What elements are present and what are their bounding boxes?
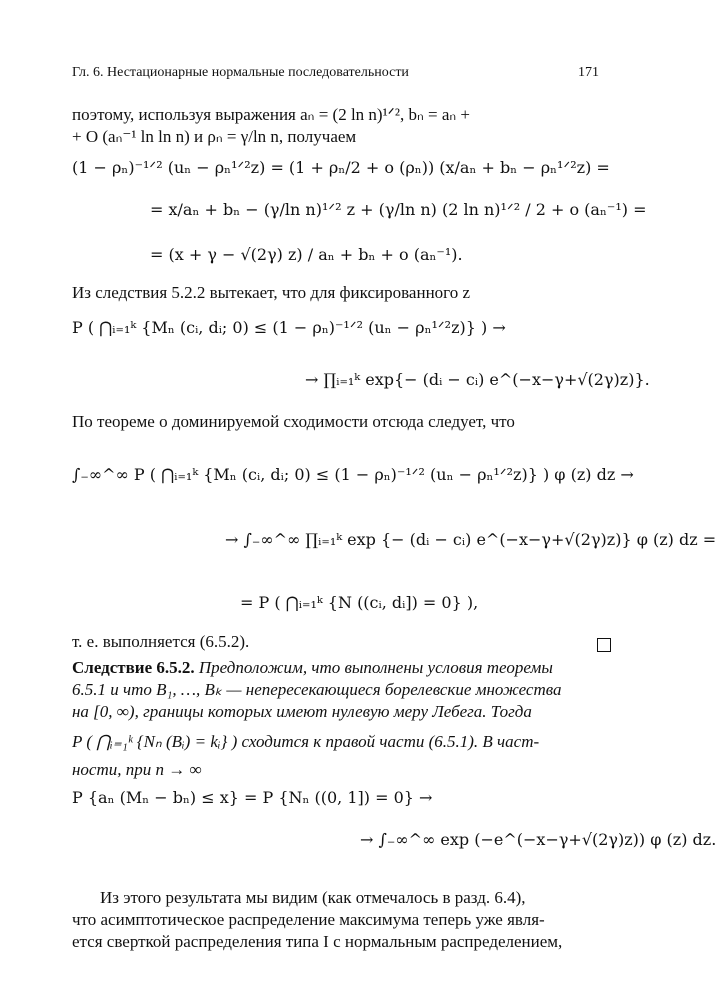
- equation: = (x + γ − √(2γ) z) / aₙ + bₙ + o (aₙ⁻¹).: [150, 245, 463, 264]
- running-header: Гл. 6. Нестационарные нормальные последовательности: [72, 65, 409, 80]
- corollary-label: Следствие 6.5.2.: [72, 658, 195, 677]
- equation: → ∫₋∞^∞ exp (−e^(−x−γ+√(2γ)z)) φ (z) dz.: [360, 830, 716, 849]
- text-line: что асимптотическое распределение максимума теперь уже явля-: [72, 910, 545, 929]
- corollary-text: на [0, ∞), границы которых имеют нулевую меру Лебега. Тогда: [72, 702, 532, 721]
- corollary-text: 6.5.1 и что B₁, …, Bₖ — непересекающиеся борелевские множества: [72, 680, 562, 699]
- qed-box-icon: [597, 638, 611, 652]
- text-line: + O (aₙ⁻¹ ln ln n) и ρₙ = γ/ln n, получаем: [72, 127, 357, 146]
- text-line: Из этого результата мы видим (как отмечалось в разд. 6.4),: [100, 888, 526, 907]
- text-line: Из следствия 5.2.2 вытекает, что для фиксированного z: [72, 283, 471, 302]
- corollary-line: [72, 658, 553, 678]
- equation: ∫₋∞^∞ P ( ⋂ᵢ₌₁ᵏ {Mₙ (cᵢ, dᵢ; 0) ≤ (1 − ρₙ)⁻¹ᐟ² (uₙ − ρₙ¹ᐟ²z)} ) φ (z) dz →: [72, 465, 634, 484]
- text-line: т. е. выполняется (6.5.2).: [72, 632, 250, 651]
- corollary-text: ности, при n → ∞: [72, 760, 202, 779]
- equation: = x/aₙ + bₙ − (γ/ln n)¹ᐟ² z + (γ/ln n) (2 ln n)¹ᐟ² / 2 + o (aₙ⁻¹) =: [150, 200, 647, 219]
- equation: P ( ⋂ᵢ₌₁ᵏ {Mₙ (cᵢ, dᵢ; 0) ≤ (1 − ρₙ)⁻¹ᐟ² (uₙ − ρₙ¹ᐟ²z)} ) →: [72, 318, 506, 337]
- corollary-text: Предположим, что выполнены условия теоремы: [198, 658, 553, 677]
- text-line: поэтому, используя выражения aₙ = (2 ln n)¹ᐟ², bₙ = aₙ +: [72, 105, 470, 124]
- text-line: По теореме о доминируемой сходимости отсюда следует, что: [72, 412, 515, 431]
- corollary-text: P ( ⋂ᵢ₌₁ᵏ {Nₙ (Bᵢ) = kᵢ} ) сходится к правой части (6.5.1). В част-: [72, 732, 540, 751]
- equation: P {aₙ (Mₙ − bₙ) ≤ x} = P {Nₙ ((0, 1]) = 0} →: [72, 788, 433, 807]
- equation: = P ( ⋂ᵢ₌₁ᵏ {N ((cᵢ, dᵢ]) = 0} ),: [240, 593, 479, 612]
- equation: → ∫₋∞^∞ ∏ᵢ₌₁ᵏ exp {− (dᵢ − cᵢ) e^(−x−γ+√(2γ)z)} φ (z) dz =: [225, 530, 716, 549]
- page-number: 171: [578, 65, 599, 80]
- text-line: ется сверткой распределения типа I с нормальным распределением,: [72, 932, 563, 951]
- equation: → ∏ᵢ₌₁ᵏ exp{− (dᵢ − cᵢ) e^(−x−γ+√(2γ)z)}.: [305, 370, 650, 389]
- equation: (1 − ρₙ)⁻¹ᐟ² (uₙ − ρₙ¹ᐟ²z) = (1 + ρₙ/2 + o (ρₙ)) (x/aₙ + bₙ − ρₙ¹ᐟ²z) =: [72, 158, 610, 177]
